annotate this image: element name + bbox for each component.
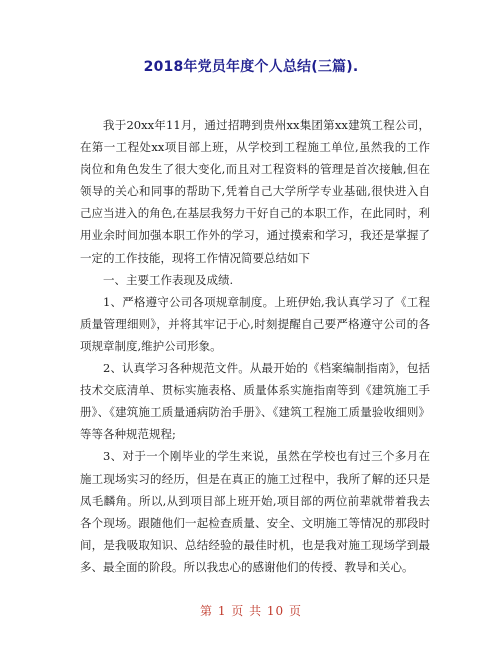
document-title: 2018年党员年度个人总结(三篇). (143, 59, 359, 75)
paragraph-item-3: 3、对于一个刚毕业的学生来说，虽然在学校也有过三个多月在施工现场实习的经历，但是在真正的施工过程中，我所了解的还只是凤毛麟角。所以,从到项目部上班开始,项目部的两位前辈就带着我去各个现场。跟随他们一起检查质量、安全、文明施工等情况的那段时间，是我吸取知识、总结经验的最佳时机，也是我对施工现场学到最多、最全面的阶段。所以我忠心的感谢他们的传授、教导和关心。 (80, 449, 430, 574)
paragraph-item-1: 1、严格遵守公司各项规章制度。上班伊始,我认真学习了《工程质量管理细则》，并将其牢记于心,时刻提醒自己要严格遵守公司的各项规章制度,维护公司形象。 (80, 294, 430, 353)
document-body (80, 114, 430, 578)
paragraph-section-heading: 一、主要工作表现及成绩. (103, 272, 234, 287)
paragraph-intro: 我于20xx年11月，通过招聘到贵州xx集团第xx建筑工程公司，在第一工程处xx项目部上班，从学校到工程施工单位,虽然我的工作岗位和角色发生了很大变化,而且对工程资料的管理是首次接触,但在领导的关心和同事的帮助下,凭着自己大学所学专业基础,很快进入自己应当进入的角色,在基层我努力干好自己的本职工作，在此同时，利用业余时间加强本职工作外的学习，通过摸索和学习，我还是掌握了一定的工作技能，现将工作情况简要总结如下 (80, 118, 430, 265)
page-number-footer: 第 1 页 共 10 页 (200, 604, 302, 618)
paragraph-item-2: 2、认真学习各种规范文件。从最开始的《档案编制指南》，包括技术交底清单、贯标实施表格、质量体系实施指南等到《建筑施工手册》、《建筑施工质量通病防治手册》、《建筑工程施工质量验收细则》等等各种规范规程; (80, 361, 430, 442)
